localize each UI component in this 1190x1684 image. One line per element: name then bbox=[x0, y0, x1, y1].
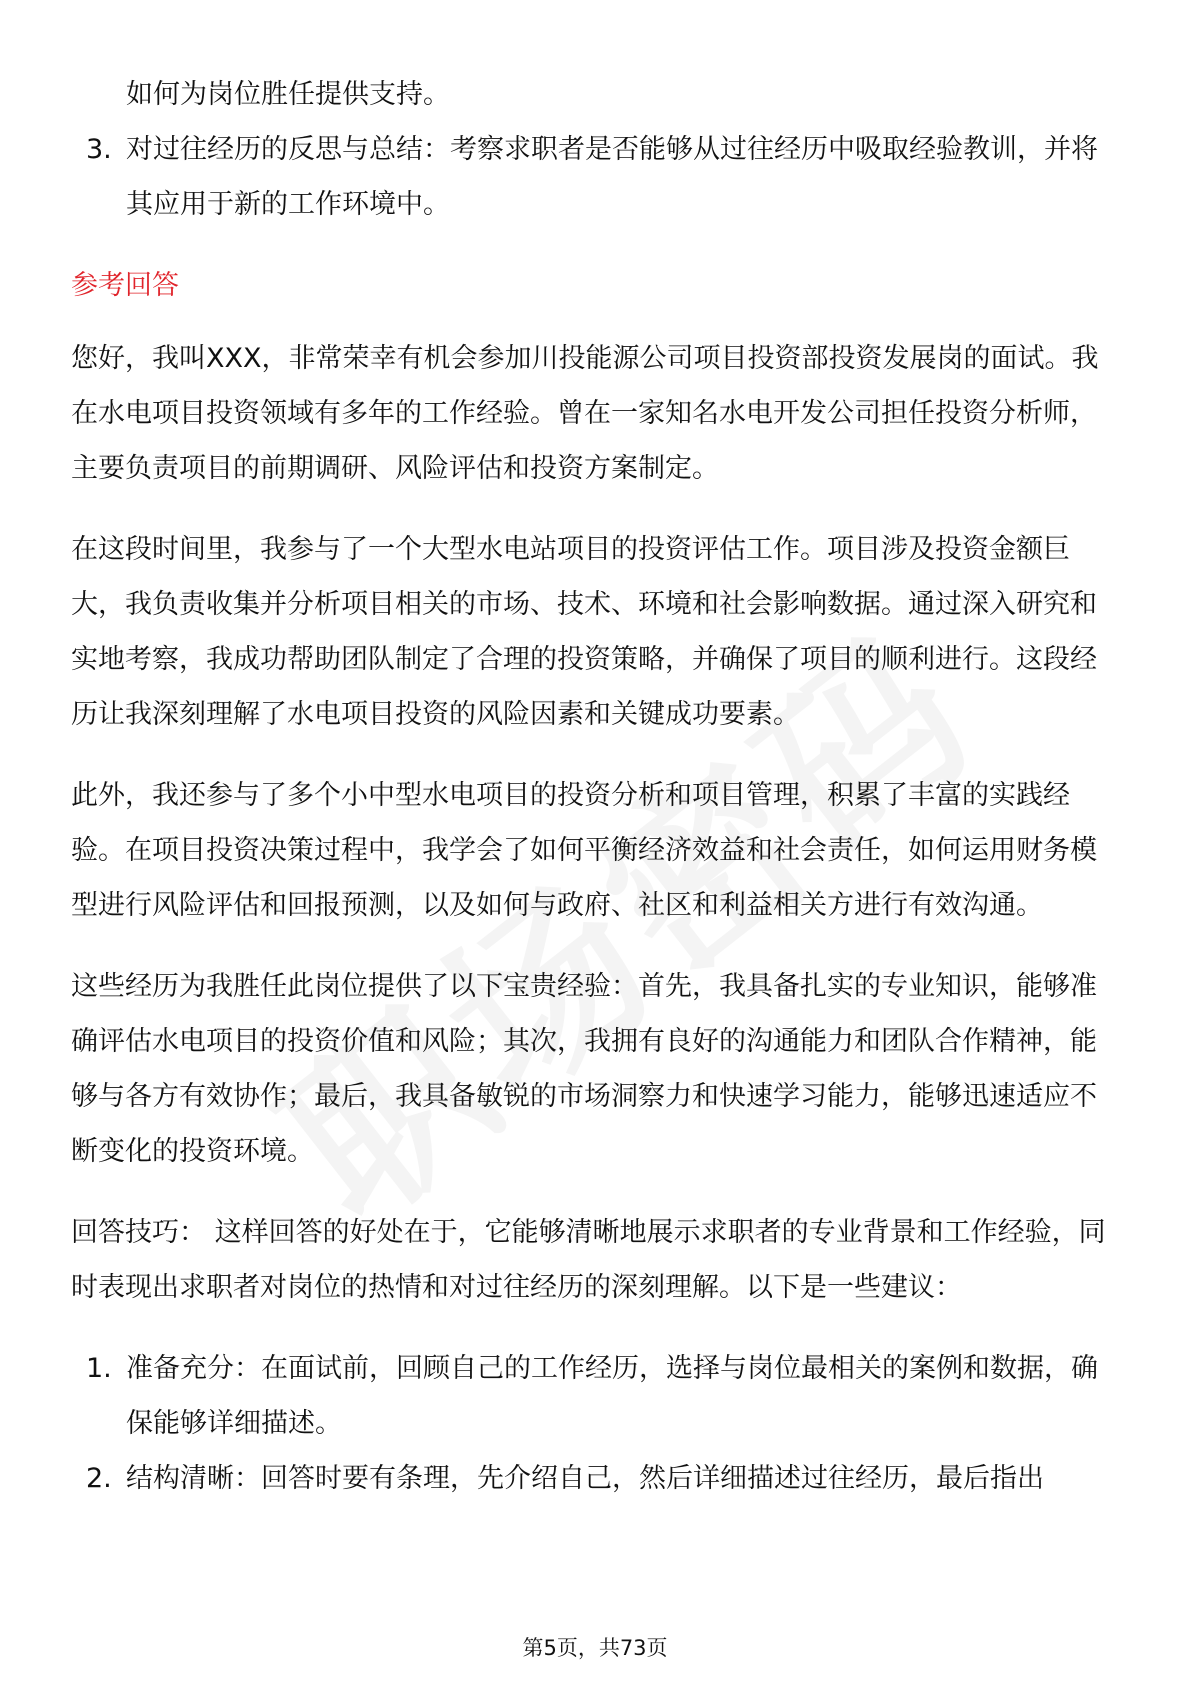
list-number: 1. bbox=[86, 1353, 112, 1384]
tips-list bbox=[71, 1341, 1121, 1506]
section-heading: 参考回答 bbox=[71, 270, 179, 301]
list-item bbox=[71, 122, 1121, 232]
list-continuation: 如何为岗位胜任提供支持。 bbox=[126, 79, 450, 110]
list-text: 对过往经历的反思与总结：考察求职者是否能够从过往经历中吸取经验教训，并将其应用于新的工作环境中。 bbox=[126, 134, 1098, 220]
list-item bbox=[71, 1341, 1121, 1451]
page-footer: 第5页，共73页 bbox=[522, 1636, 668, 1660]
list-text: 准备充分：在面试前，回顾自己的工作经历，选择与岗位最相关的案例和数据，确保能够详细描述。 bbox=[126, 1353, 1098, 1439]
page-content bbox=[71, 67, 1121, 1506]
paragraph: 在这段时间里，我参与了一个大型水电站项目的投资评估工作。项目涉及投资金额巨大，我负责收集并分析项目相关的市场、技术、环境和社会影响数据。通过深入研究和实地考察，我成功帮助团队制定了合理的投资策略，并确保了项目的顺利进行。这段经历让我深刻理解了水电项目投资的风险因素和关键成功要素。 bbox=[71, 534, 1097, 730]
paragraph: 此外，我还参与了多个小中型水电项目的投资分析和项目管理，积累了丰富的实践经验。在项目投资决策过程中，我学会了如何平衡经济效益和社会责任，如何运用财务模型进行风险评估和回报预测，以及如何与政府、社区和利益相关方进行有效沟通。 bbox=[71, 780, 1097, 921]
paragraph: 这些经历为我胜任此岗位提供了以下宝贵经验：首先，我具备扎实的专业知识，能够准确评估水电项目的投资价值和风险；其次，我拥有良好的沟通能力和团队合作精神，能够与各方有效协作；最后，我具备敏锐的市场洞察力和快速学习能力，能够迅速适应不断变化的投资环境。 bbox=[71, 971, 1097, 1167]
list-number: 2. bbox=[86, 1463, 112, 1494]
list-item bbox=[71, 1451, 1121, 1506]
list-text: 结构清晰：回答时要有条理，先介绍自己，然后详细描述过往经历，最后指出 bbox=[126, 1463, 1044, 1494]
list-number: 3. bbox=[86, 134, 112, 165]
paragraph: 您好，我叫XXX，非常荣幸有机会参加川投能源公司项目投资部投资发展岗的面试。我在水电项目投资领域有多年的工作经验。曾在一家知名水电开发公司担任投资分析师，主要负责项目的前期调研、风险评估和投资方案制定。 bbox=[71, 343, 1099, 484]
paragraph: 回答技巧： 这样回答的好处在于，它能够清晰地展示求职者的专业背景和工作经验，同时表现出求职者对岗位的热情和对过往经历的深刻理解。以下是一些建议： bbox=[71, 1217, 1106, 1303]
